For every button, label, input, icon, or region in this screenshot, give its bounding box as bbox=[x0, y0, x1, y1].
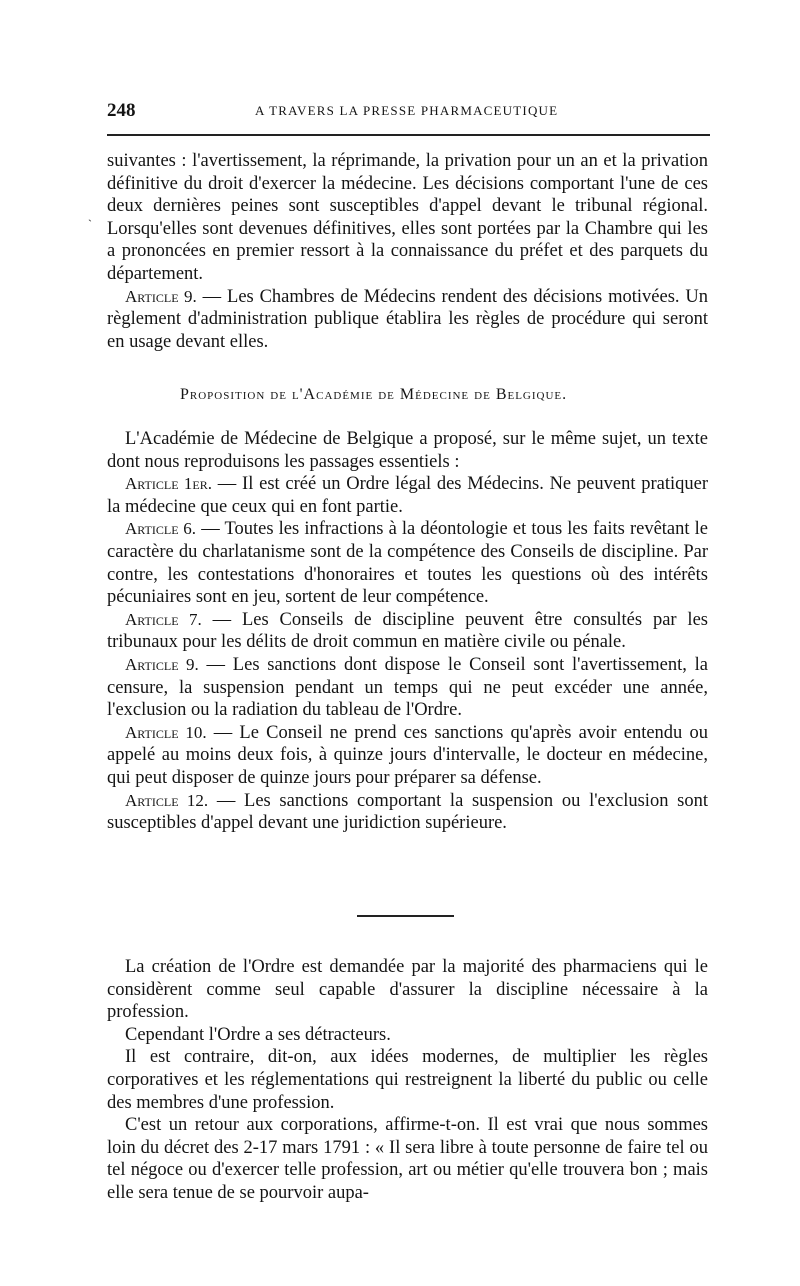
article-text: — Les sanctions dont dispose le Conseil sont l'avertissement, la censure, la suspension pendant un temps qui ne peut excéder une année, l'exclusion ou la radiation du tableau de l'Ordre. bbox=[107, 654, 708, 721]
article-text: — Toutes les infractions à la déontologie et tous les faits revêtant le caractère du charlatanisme sont de la compétence des Conseils de discipline. Par contre, les contestations d'honoraires et toutes les questions où des intérêts pécuniaires sont en jeu, sortent de leur compétence. bbox=[107, 519, 708, 608]
body-block-1 bbox=[107, 150, 708, 353]
section-heading: Proposition de l'Académie de Médecine de Belgique. bbox=[180, 386, 568, 403]
article-label: Article 10. bbox=[125, 722, 207, 742]
article-label: Article 7. bbox=[125, 609, 202, 629]
article-text: — Le Conseil ne prend ces sanctions qu'après avoir entendu ou appelé au moins deux fois, à quinze jours d'intervalle, le docteur en médecine, qui peut disposer de quinze jours pour préparer sa défense. bbox=[107, 722, 708, 788]
paragraph: C'est un retour aux corporations, affirme-t-on. Il est vrai que nous sommes loin du décret des 2-17 mars 1791 : « Il sera libre à toute personne de faire tel ou tel négoce ou d'exercer telle profession, art ou métier qu'elle trouvera bon ; mais elle sera tenue de se pourvoir aupa- bbox=[107, 1115, 708, 1203]
article-paragraph bbox=[107, 286, 708, 354]
paragraph: La création de l'Ordre est demandée par la majorité des pharmaciens qui le considèrent comme seul capable d'assurer la discipline nécessaire à la profession. bbox=[107, 957, 708, 1023]
article-paragraph bbox=[107, 790, 708, 835]
paragraph: Il est contraire, dit-on, aux idées modernes, de multiplier les règles corporatives et les réglementations qui restreignent la liberté du public ou celle des membres d'une profession. bbox=[107, 1047, 708, 1113]
page-number: 248 bbox=[107, 100, 136, 121]
article-label: Article 6. bbox=[125, 519, 197, 539]
body-block-3 bbox=[107, 956, 708, 1205]
section-separator bbox=[357, 915, 454, 917]
paragraph: Cependant l'Ordre a ses détracteurs. bbox=[125, 1024, 391, 1045]
header-rule bbox=[107, 134, 710, 136]
article-paragraph bbox=[107, 722, 708, 790]
paragraph: L'Académie de Médecine de Belgique a proposé, sur le même sujet, un texte dont nous reproduisons les passages essentiels : bbox=[107, 429, 708, 472]
article-text: — Les Chambres de Médecins rendent des décisions motivées. Un règlement d'administration publique établira les règles de procédure qui seront en usage devant elles. bbox=[107, 286, 708, 352]
article-paragraph bbox=[107, 473, 708, 518]
paragraph: suivantes : l'avertissement, la réprimande, la privation pour un an et la privation définitive du droit d'exercer la médecine. Les décisions comportant l'une de ces deux dernières peines sont susceptibles d'appel devant le tribunal régional. Lorsqu'elles sont devenues définitives, elles sont portées par la Chambre qui les a prononcées en premier ressort à la connaissance du préfet et des parquets du département. bbox=[107, 151, 708, 284]
article-label: Article 9. bbox=[125, 286, 197, 306]
article-text: — Les Conseils de discipline peuvent être consultés par les tribunaux pour les délits de droit commun en matière civile ou pénale. bbox=[107, 609, 708, 653]
body-block-2 bbox=[107, 428, 708, 835]
article-paragraph bbox=[107, 518, 708, 608]
page-header bbox=[107, 100, 710, 124]
margin-mark: ˎ bbox=[88, 208, 92, 222]
article-label: Article 1er. bbox=[125, 474, 213, 494]
article-paragraph bbox=[107, 609, 708, 654]
running-title: A TRAVERS LA PRESSE PHARMACEUTIQUE bbox=[255, 103, 559, 118]
article-label: Article 9. bbox=[125, 654, 199, 674]
article-text: — Il est créé un Ordre légal des Médecins. Ne peuvent pratiquer la médecine que ceux qui en font partie. bbox=[107, 474, 709, 517]
article-text: — Les sanctions comportant la suspension ou l'exclusion sont susceptibles d'appel devant une juridiction supérieure. bbox=[107, 790, 708, 834]
article-label: Article 12. bbox=[125, 790, 209, 810]
article-paragraph bbox=[107, 654, 708, 722]
